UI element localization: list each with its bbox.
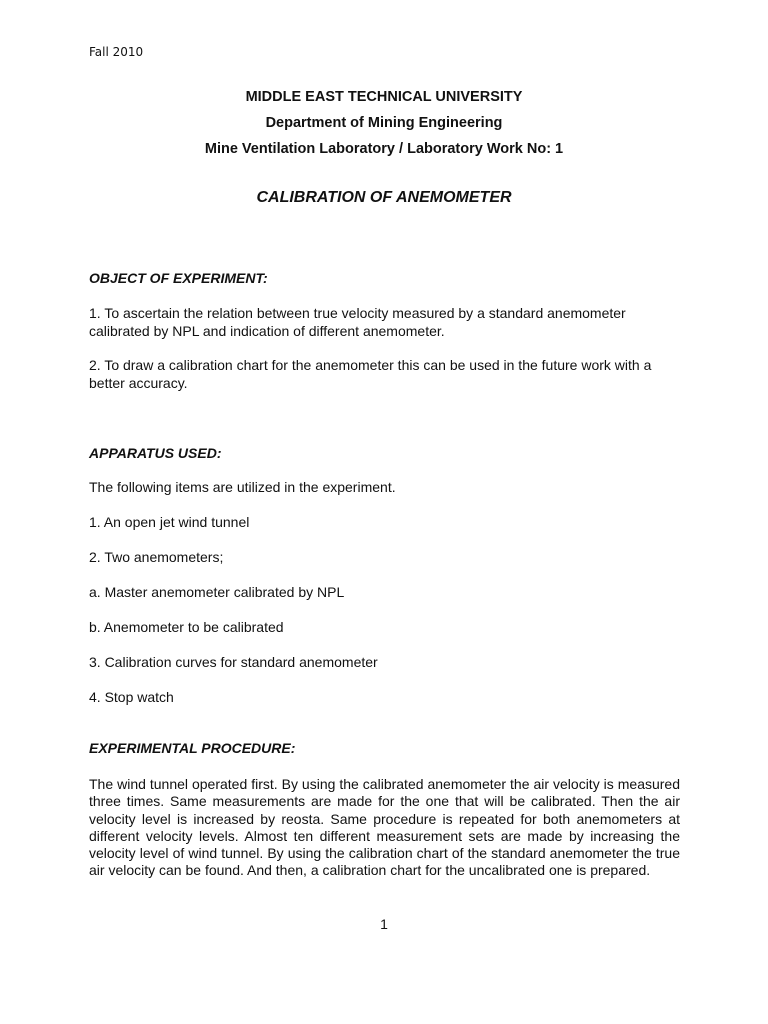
apparatus-item: a. Master anemometer calibrated by NPL [89,584,345,600]
department-name: Department of Mining Engineering [265,115,503,131]
page-number: 1 [380,916,388,932]
procedure-text: The wind tunnel operated first. By using the calibrated anemometer the air velocity is measured three times. Same measurements are made for the one that will be calibrated. Then the air velocity level is increased by reosta. Same procedure is repeated for both anemometers at different velocity levels. Almost ten different measurement sets are made by increasing the velocity level of wind tunnel. By using the calibration chart of the standard anemometer the true air velocity can be found. And then, a calibration chart for the uncalibrated one is prepared. [89,776,680,879]
document-title: CALIBRATION OF ANEMOMETER [256,189,512,206]
object-item-2: 2. To draw a calibration chart for the anemometer this can be used in the future work with a better accuracy. [89,357,652,391]
apparatus-intro: The following items are utilized in the experiment. [89,479,396,495]
apparatus-item: 3. Calibration curves for standard anemometer [89,654,378,670]
procedure-heading: EXPERIMENTAL PROCEDURE: [89,740,296,756]
semester-label: Fall 2010 [89,45,144,59]
object-item-1: 1. To ascertain the relation between true velocity measured by a standard anemometer calibrated by NPL and indication of different anemometer. [89,305,626,339]
apparatus-heading: APPARATUS USED: [89,445,222,461]
apparatus-item: b. Anemometer to be calibrated [89,619,284,635]
lab-work-title: Mine Ventilation Laboratory / Laboratory Work No: 1 [204,141,564,157]
apparatus-item: 2. Two anemometers; [89,549,224,565]
object-heading: OBJECT OF EXPERIMENT: [89,270,268,286]
apparatus-item: 4. Stop watch [89,689,174,705]
apparatus-item: 1. An open jet wind tunnel [89,514,250,530]
university-name: MIDDLE EAST TECHNICAL UNIVERSITY [245,89,523,105]
